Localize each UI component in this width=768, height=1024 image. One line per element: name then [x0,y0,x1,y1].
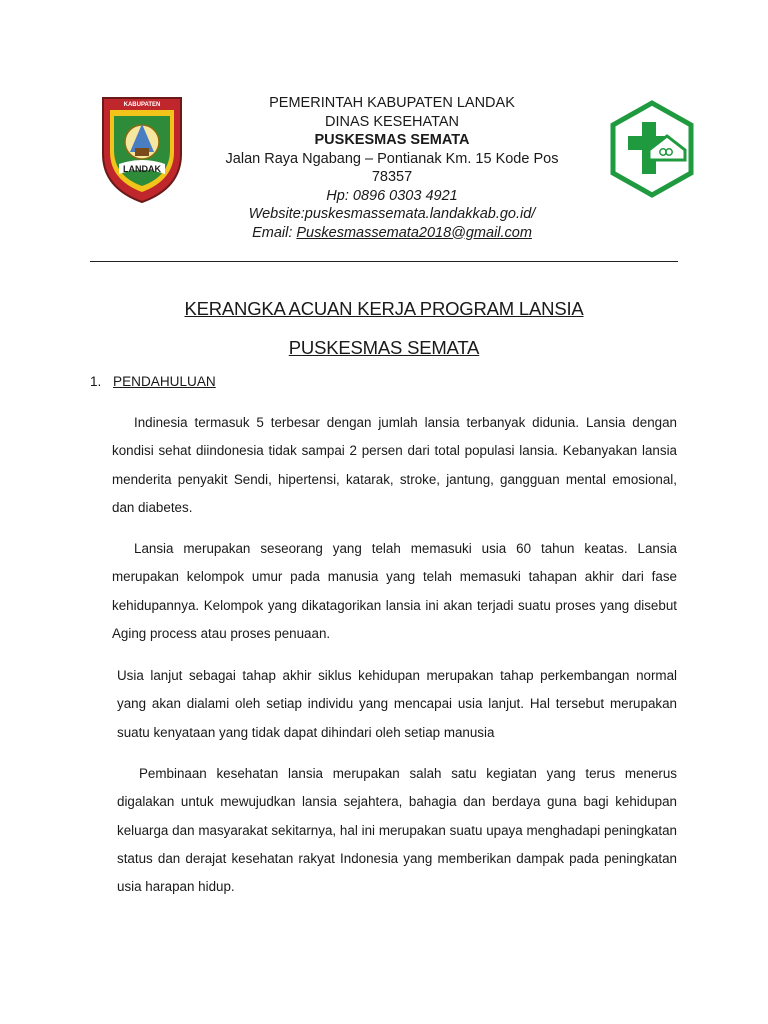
email-line [208,224,576,243]
paragraph-4: Pembinaan kesehatan lansia merupakan salah satu kegiatan yang terus menerus digalakan untuk mewujudkan lansia sejahtera, bahagia dan berdaya guna bagi kehidupan keluarga dan masyarakat sekitarnya, hal ini merupakan suatu upaya menghadapi peningkatan status dan derajat kesehatan rakyat Indonesia yang memberikan dampak pada peningkatan usia harapan hidup. [117,766,677,895]
logo-text-bottom: LANDAK [123,164,161,174]
section-heading [90,374,216,389]
logo-text-top: KABUPATEN [123,102,161,108]
letterhead [208,94,576,242]
government-name: PEMERINTAH KABUPATEN LANDAK [269,95,515,111]
paragraph-2: Lansia merupakan seseorang yang telah memasuki usia 60 tahun keatas. Lansia merupakan kelompok umur pada manusia yang telah memasuki tahapan akhir dari fase kehidupannya. Kelompok yang dikatagorikan lansia ini akan terjadi suatu proses yang disebut Aging process atau proses penuaan. [112,541,677,641]
puskesmas-logo [609,100,695,198]
website: Website:puskesmassemata.landakkab.go.id/ [248,206,536,222]
header-divider [90,261,678,262]
address: Jalan Raya Ngabang – Pontianak Km. 15 Kode Pos 78357 [225,150,559,185]
paragraph-1: Indinesia termasuk 5 terbesar dengan jumlah lansia terbanyak didunia. Lansia dengan kondisi sehat diindonesia tidak sampai 2 persen dari total populasi lansia. Kebanyakan lansia menderita penyakit Sendi, hipertensi, katarak, stroke, jantung, gangguan mental emosional, dan diabetes. [112,415,677,515]
section-label: PENDAHULUAN [113,374,216,389]
email-link[interactable]: Puskesmassemata2018@gmail.com [296,224,532,241]
document-title: KERANGKA ACUAN KERJA PROGRAM LANSIA [184,298,584,319]
paragraph-3: Usia lanjut sebagai tahap akhir siklus kehidupan merupakan tahap perkembangan normal yang akan dialami oleh setiap individu yang mencapai usia lanjut. Hal tersebut merupakan suatu kenyataan yang tidak dapat dihindari oleh setiap manusia [117,668,677,740]
phone: Hp: 0896 0303 4921 [326,187,458,204]
kabupaten-landak-logo [95,92,189,204]
email-label: Email: [252,224,297,241]
facility-name: PUSKESMAS SEMATA [314,132,470,148]
document-subtitle: PUSKESMAS SEMATA [288,337,480,358]
section-number: 1. [90,374,102,389]
agency-name: DINAS KESEHATAN [324,113,460,130]
